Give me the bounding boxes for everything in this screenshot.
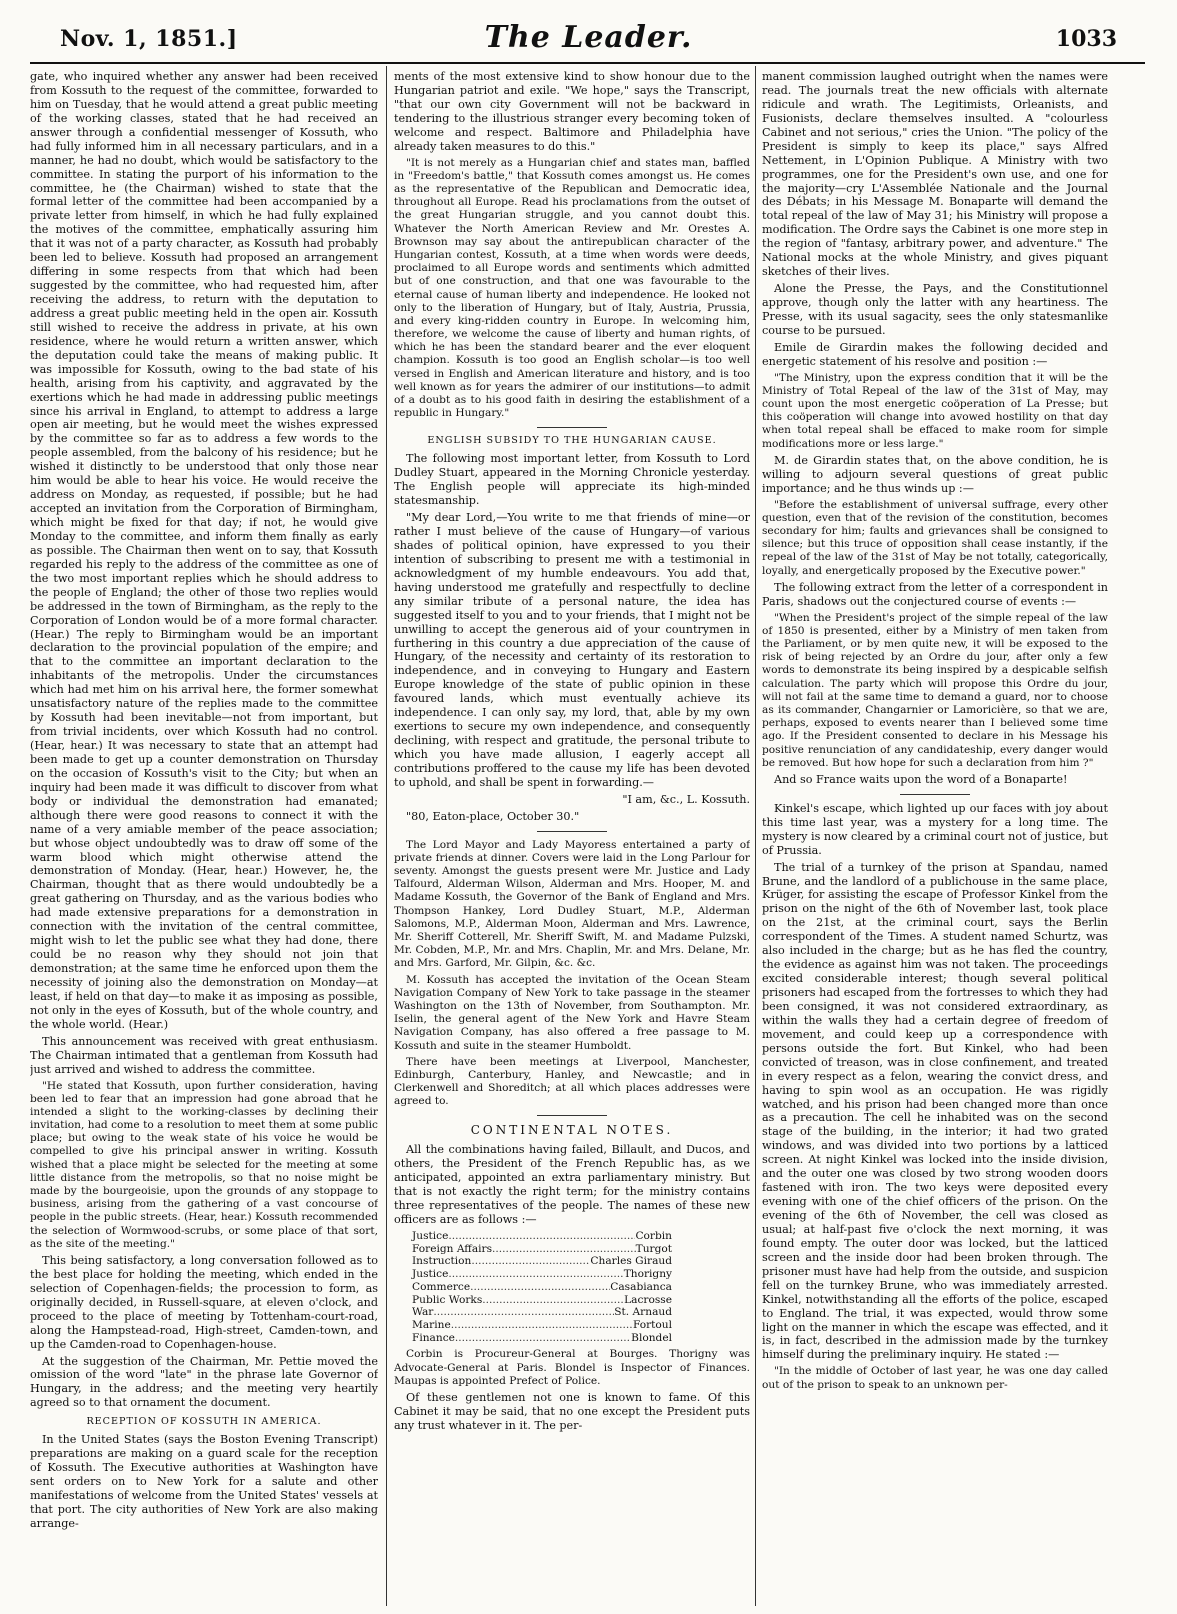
ministry-post: Commerce — [412, 1280, 471, 1293]
paragraph: At the suggestion of the Chairman, Mr. Pettie moved the omission of the word "late" in the phrase late Governor of Hungary, in the address; and the meeting very heartily agreed so to that ornament the document. — [30, 1354, 378, 1410]
minister-name: Charles Giraud — [590, 1255, 672, 1268]
quoted-paragraph: "The Ministry, upon the express condition that it will be the Ministry of Total Repeal of the law of the 31st of May, may count upon the most energetic coöperation of La Presse; but this coöperation will change into avowed hostility on that day when total repeal shall be effaced to make room for simple modifications more or less large." — [762, 371, 1108, 450]
column-3 — [762, 70, 1108, 1604]
ministry-row — [412, 1230, 672, 1243]
minister-name: Corbin — [635, 1230, 672, 1242]
ministry-post: Foreign Affairs — [412, 1242, 493, 1255]
paragraph: The following most important letter, from Kossuth to Lord Dudley Stuart, appeared in the Morning Chronicle yesterday. The English people will appreciate its high-minded statesmanship. — [394, 452, 750, 508]
paragraph: Kinkel's escape, which lighted up our faces with joy about this time last year, was a mystery for a long time. The mystery is now cleared by a criminal court not of justice, but of Prussia. — [762, 801, 1108, 857]
paragraph: Emile de Girardin makes the following decided and energetic statement of his resolve and position :— — [762, 340, 1108, 368]
paragraph: Corbin is Procureur-General at Bourges. Thorigny was Advocate-General at Paris. Blondel is Inspector of Finances. Maupas is appointed Prefect of Police. — [394, 1348, 750, 1387]
ministry-post: Marine — [412, 1318, 451, 1331]
ministry-list — [412, 1230, 750, 1344]
ministry-row — [412, 1306, 672, 1319]
column-divider — [755, 66, 756, 1606]
paragraph: In the United States (says the Boston Evening Transcript) preparations are making on a guard scale for the reception of Kossuth. The Executive authorities at Washington have sent orders on to New York for a salute and other manifestations of welcome from the United States' vessels at that port. The city authorities of New York are also making arrange- — [30, 1433, 378, 1530]
quoted-paragraph: "When the President's project of the simple repeal of the law of 1850 is presented, either by a Ministry of men taken from the Parliament, or by men quite new, it will be exposed to the risk of being rejected by an Ordre du jour, after only a few words to demonstrate its being inspired by a despicable selfish calculation. The party which will propose this Ordre du jour, will not fail at the same time to demand a guard, nor to choose as its commander, Changarnier or Lamoricière, so that we are, perhaps, exposed to events nearer than I believed some time ago. If the President consented to declare in his Message his positive renunciation of any candidateship, every danger would be removed. But how hope for such a declaration from him ?" — [762, 611, 1108, 769]
separator-rule — [900, 794, 970, 795]
masthead-rule — [30, 62, 1145, 64]
dot-leader — [433, 1306, 614, 1319]
masthead — [0, 0, 1177, 64]
page-number: 1033 — [1055, 26, 1117, 52]
column-2 — [394, 70, 750, 1604]
paragraph: Of these gentlemen not one is known to fame. Of this Cabinet it may be said, that no one except the President puts any trust whatever in it. The per- — [394, 1390, 750, 1432]
letter-address: "80, Eaton-place, October 30." — [406, 809, 580, 823]
minister-name: Casabianca — [610, 1280, 672, 1293]
quoted-paragraph: "In the middle of October of last year, he was one day called out of the prison to speak to an unknown per- — [762, 1365, 1108, 1391]
ministry-row — [412, 1319, 672, 1332]
issue-date: Nov. 1, 1851.] — [60, 26, 238, 52]
paragraph: This announcement was received with great enthusiasm. The Chairman intimated that a gentleman from Kossuth had just arrived and wished to address the committee. — [30, 1034, 378, 1076]
minister-name: Turgot — [635, 1242, 672, 1255]
ministry-post: Public Works — [412, 1293, 483, 1306]
quoted-paragraph: "It is not merely as a Hungarian chief and states man, baffled in "Freedom's battle," that Kossuth comes amongst us. He comes as the representative of the Republican and Democratic idea, throughout all Europe. Read his proclamations from the outset of the great Hungarian struggle, and you cannot doubt this. Whatever the North American Review and Mr. Orestes A. Brownson may say about the antirepublican character of the Hungarian contest, Kossuth, at a time when words were deeds, proclaimed to all Europe words and sentiments which admitted but of one construction, and that one was favourable to the eternal cause of human liberty and independence. He looked not only to the liberation of Hungary, but of Italy, Austria, Prussia, and every king-ridden country in Europe. In welcoming him, therefore, we welcome the cause of liberty and human rights, of which he has been the standard bearer and the ever eloquent champion. Kossuth is too good an English scholar—is too well versed in English and American literature and history, and is too well known as for years the admirer of our institutions—to admit of a doubt as to his good faith in desiring the establishment of a republic in Hungary." — [394, 156, 750, 420]
paragraph: The trial of a turnkey of the prison at Spandau, named Brune, and the landlord of a publichouse in the same place, Krüger, for assisting the escape of Professor Kinkel from the prison on the night of the 6th of November last, took place on the 21st, at the criminal court, says the Berlin correspondent of the Times. A student named Schurtz, was also included in the charge; but as he has fled the country, the evidence as against him was not taken. The proceedings excited considerable interest; though several political prisoners had escaped from the fortresses to which they had been consigned, it was not considered extraordinary, as within the walls they had a certain degree of freedom of movement, and could keep up a correspondence with persons outside the fort. But Kinkel, who had been convicted of treason, was in close confinement, and treated in every respect as a felon, wearing the convict dress, and having to spin wool as an occupation. He was rigidly watched, and his prison had been changed more than once as a precaution. The cell he inhabited was on the second stage of the building, in the interior; it had two grated windows, and was divided into two portions by a latticed screen. At night Kinkel was locked into the inside division, and the outer one was closed by two strong wooden doors fastened with iron. The two keys were deposited every evening with one of the chief officers of the prison. On the evening of the 6th of November, the cell was closed as usual; at half-past five o'clock the next morning, it was found empty. The outer door was locked, but the latticed screen and the inside door had been broken through. The prisoner must have had help from the outside, and suspicion fell on the turnkey Brune, who was immediately arrested. Kinkel, notwithstanding all the efforts of the police, escaped to England. The trial, it was expected, would throw some light on the manner in which the escape was effected, and it is, in fact, described in the admission made by the turnkey himself during the preliminary inquiry. He stated :— — [762, 860, 1108, 1362]
ministry-row — [412, 1332, 672, 1345]
ministry-post: Finance — [412, 1331, 455, 1344]
separator-rule — [537, 1115, 607, 1116]
dot-leader — [448, 1230, 635, 1243]
dot-leader — [471, 1255, 590, 1268]
separator-rule — [537, 831, 607, 832]
ministry-post: Justice — [412, 1268, 449, 1281]
ministry-post: War — [412, 1306, 434, 1319]
dot-leader — [455, 1332, 631, 1345]
minister-name: Fortoul — [632, 1318, 672, 1331]
letter-paragraph: "My dear Lord,—You write to me that friends of mine—or rather I must believe of the cause of Hungary—of various shades of political opinion, have expressed to you their intention of subscribing to present me with a testimonial in acknowledgment of my humble endeavours. You add that, having understood me gratefully and respectfully to decline any similar tribute of a personal nature, the idea has suggested itself to you and to your friends, that I might not be unwilling to accept the generous aid of your countrymen in furthering in this country a due appreciation of the cause of Hungary, of the necessity and certainty of its restoration to independence, and in conveying to Hungary and Eastern Europe knowledge of the state of public opinion in these favoured lands, which must eventually achieve its independence. I can only say, my lord, that, able by my own exertions to secure my own independence, and consequently declining, with respect and gratitude, the personal tribute to which you have made allusion, I eagerly accept all contributions proffered to the cause my life has been devoted to uphold, and shall be spent in forwarding.— — [394, 511, 750, 789]
paragraph: Alone the Presse, the Pays, and the Constitutionnel approve, though only the latter with any heartiness. The Presse, with its usual sagacity, sees the only statesmanlike course to be pursued. — [762, 282, 1108, 337]
section-heading: RECEPTION OF KOSSUTH IN AMERICA. — [86, 1416, 322, 1428]
section-heading: CONTINENTAL NOTES. — [470, 1123, 674, 1138]
minister-name: St. Arnaud — [614, 1306, 672, 1319]
column-divider — [386, 66, 387, 1606]
separator-rule — [537, 427, 607, 428]
paragraph: The Lord Mayor and Lady Mayoress entertained a party of private friends at dinner. Covers were laid in the Long Parlour for seventy. Amongst the guests present were Mr. Justice and Lady Talfourd, Alderman Wilson, Alderman and Mrs. Hooper, M. and Madame Kossuth, the Governor of the Bank of England and Mrs. Thompson Hankey, Lord Dudley Stuart, M.P., Alderman Salomons, M.P., Alderman Moon, Alderman and Mrs. Lawrence, Mr. Sheriff Cotterell, Mr. Sheriff Swift, M. and Madame Pulzski, Mr. Cobden, M.P., Mr. and Mrs. Chaplin, Mr. and Mrs. Delane, Mr. and Mrs. Garford, Mr. Gilpin, &c. &c. — [394, 838, 750, 970]
dot-leader — [451, 1319, 633, 1332]
dot-leader — [470, 1281, 610, 1294]
paragraph: This being satisfactory, a long conversation followed as to the best place for holding the meeting, which ended in the selection of Copenhagen-fields; the procession to form, as originally decided, in Russell-square, at eleven o'clock, and proceed to the place of meeting by Tottenham-court-road, along the Hampstead-road, High-street, Camden-town, and up the Camden-road to Copenhagen-house. — [30, 1253, 378, 1351]
newspaper-title: The Leader. — [484, 20, 693, 55]
minister-name: Thorigny — [623, 1268, 672, 1281]
minister-name: Blondel — [631, 1331, 672, 1344]
dot-leader — [448, 1268, 623, 1281]
paragraph: The following extract from the letter of a correspondent in Paris, shadows out the conjectured course of events :— — [762, 580, 1108, 608]
paragraph: manent commission laughed outright when the names were read. The journals treat the new officials with alternate ridicule and wrath. The Legitimists, Orleanists, and Fusionists, declare themselves insulted. A "colourless Cabinet and not serious," cries the Union. "The policy of the President is simply to keep its place," says Alfred Nettement, in L'Opinion Publique. A Ministry with two programmes, one for the President's own use, and one for the majority—cry L'Assemblée Nationale and the Journal des Débats; in his Message M. Bonaparte will demand the total repeal of the law of May 31; his Ministry will propose a modification. The Ordre says the Cabinet is one more step in the region of "fantasy, arbitrary power, and adventure." The National mocks at the whole Ministry, and gives piquant sketches of their lives. — [762, 70, 1108, 279]
ministry-post: Instruction — [412, 1255, 472, 1268]
paragraph: All the combinations having failed, Billault, and Ducos, and others, the President of the French Republic has, as we anticipated, appointed an extra parliamentary ministry. But that is not exactly the right term; for the ministry contains three representatives of the people. The names of these new officers are as follows :— — [394, 1143, 750, 1227]
quoted-paragraph: "Before the establishment of universal suffrage, every other question, even that of the revision of the constitution, becomes secondary for him; faults and grievances shall be consigned to silence; but this truce of opposition shall cease instantly, if the repeal of the law of the 31st of May be not totally, categorically, loyally, and energetically proposed by the Executive power." — [762, 498, 1108, 577]
minister-name: Lacrosse — [624, 1293, 672, 1306]
dot-leader — [482, 1294, 624, 1307]
section-heading: ENGLISH SUBSIDY TO THE HUNGARIAN CAUSE. — [427, 435, 717, 447]
paragraph: M. de Girardin states that, on the above condition, he is willing to adjourn several questions of great public importance; and he thus winds up :— — [762, 453, 1108, 495]
paragraph: gate, who inquired whether any answer had been received from Kossuth to the request of the committee, forwarded to him on Tuesday, that he would attend a great public meeting of the working classes, stated that he had received an answer through a confidential messenger of Kossuth, who had fully informed him in all necessary particulars, and in a manner, he had no doubt, which would be satisfactory to the committee. In stating the purport of his information to the committee, he (the Chairman) wished to state that the formal letter of the committee had been accompanied by a private letter from himself, in which he had fully explained the motives of the committee, emphatically assuring him that it was not of a party character, as Kossuth had probably been led to believe. Kossuth had proposed an arrangement differing in some respects from that which had been suggested by the committee, who had requested him, after receiving the address, to return with the deputation to address a great public meeting held in the open air. Kossuth still wished to receive the address in private, at his own residence, where he would return a written answer, which the deputation could take the means of making public. It was impossible for Kossuth, owing to the bad state of his health, arising from his captivity, and aggravated by the exertions which he had made in addressing public meetings since his arrival in England, to attempt to address a large open air meeting, but he would meet the wishes expressed by the committee so far as to address a few words to the people assembled, from the balcony of his residence; but he wished it distinctly to be understood that only those near him would be able to hear his voice. He would receive the address on Monday, as requested, if possible; but he had accepted an invitation from the Corporation of Birmingham, which might be fixed for that day; if not, he would give Monday to the committee, and inform them finally as early as possible. The Chairman then went on to say, that Kossuth regarded his reply to the address of the committee as one of the two most important replies which he should address to the people of England; the other of those two replies would be addressed in the town of Birmingham, as the reply to the Corporation of London would be of a more formal character. (Hear.) The reply to Birmingham would be an important declaration to the provincial population of the empire; and that to the committee an important declaration to the inhabitants of the metropolis. Under the circumstances which had met him on his arrival here, the former somewhat unsatisfactory nature of the replies made to the committee by Kossuth had been inevitable—not from important, but from trivial incidents, over which Kossuth had no control. (Hear, hear.) It was necessary to state that an attempt had been made to get up a counter demonstration on Thursday on the occasion of Kossuth's visit to the City; but when an inquiry had been made it was difficult to discover from what body or individual the demonstration had emanated; although there were good reasons to connect it with the name of a very amiable member of the peace association; but whose object undoubtedly was to draw off some of the warm blood which might otherwise attend the demonstration of Monday. (Hear, hear.) However, he, the Chairman, thought that as there would undoubtedly be a great gathering on Thursday, and as the various bodies who had made extensive preparations for a demonstration in connection with the invitation of the central committee, might wish to let the public see what they had done, there could be no reason why they should not join that demonstration; at the same time he enforced upon them the necessity of joining also the demonstration on Monday—at least, if held on that day—to make it as imposing as possible, not only in the eyes of Kossuth, but of the whole country, and the whole world. (Hear.) — [30, 70, 378, 1031]
ministry-row — [412, 1268, 672, 1281]
paragraph: And so France waits upon the word of a Bonaparte! — [774, 772, 1068, 786]
dot-leader — [492, 1243, 636, 1256]
quoted-paragraph: "He stated that Kossuth, upon further consideration, having been led to fear that an impression had gone abroad that he intended a slight to the working-classes by declining their invitation, had come to a resolution to meet them at some public place; but owing to the weak state of his voice he would be compelled to give his principal answer in writing. Kossuth wished that a place might be selected for the meeting at some little distance from the metropolis, so that no noise might be made by the bourgeoisie, upon the grounds of any stoppage to business, arising from the gathering of a vast concourse of people in the public streets. (Hear, hear.) Kossuth recommended the selection of Wormwood-scrubs, or some place of that sort, as the site of the meeting." — [30, 1079, 378, 1250]
paragraph: M. Kossuth has accepted the invitation of the Ocean Steam Navigation Company of New York to take passage in the steamer Washington on the 13th of November, from Southampton. Mr. Iselin, the general agent of the New York and Havre Steam Navigation Company, has also offered a free passage to M. Kossuth and suite in the steamer Humboldt. — [394, 973, 750, 1052]
ministry-row — [412, 1243, 672, 1256]
paragraph: There have been meetings at Liverpool, Manchester, Edinburgh, Canterbury, Hanley, and Newcastle; and in Clerkenwell and Shoreditch; at all which places addresses were agreed to. — [394, 1055, 750, 1108]
paragraph: ments of the most extensive kind to show honour due to the Hungarian patriot and exile. "We hope," says the Transcript, "that our own city Government will not be backward in tendering to the illustrious stranger every becoming token of welcome and respect. Baltimore and Philadelphia have already taken measures to do this." — [394, 70, 750, 153]
ministry-row — [412, 1281, 672, 1294]
ministry-row — [412, 1294, 672, 1307]
ministry-row — [412, 1255, 672, 1268]
column-1 — [30, 70, 378, 1604]
letter-signature: "I am, &c., L. Kossuth. — [622, 792, 750, 806]
ministry-post: Justice — [412, 1230, 449, 1242]
